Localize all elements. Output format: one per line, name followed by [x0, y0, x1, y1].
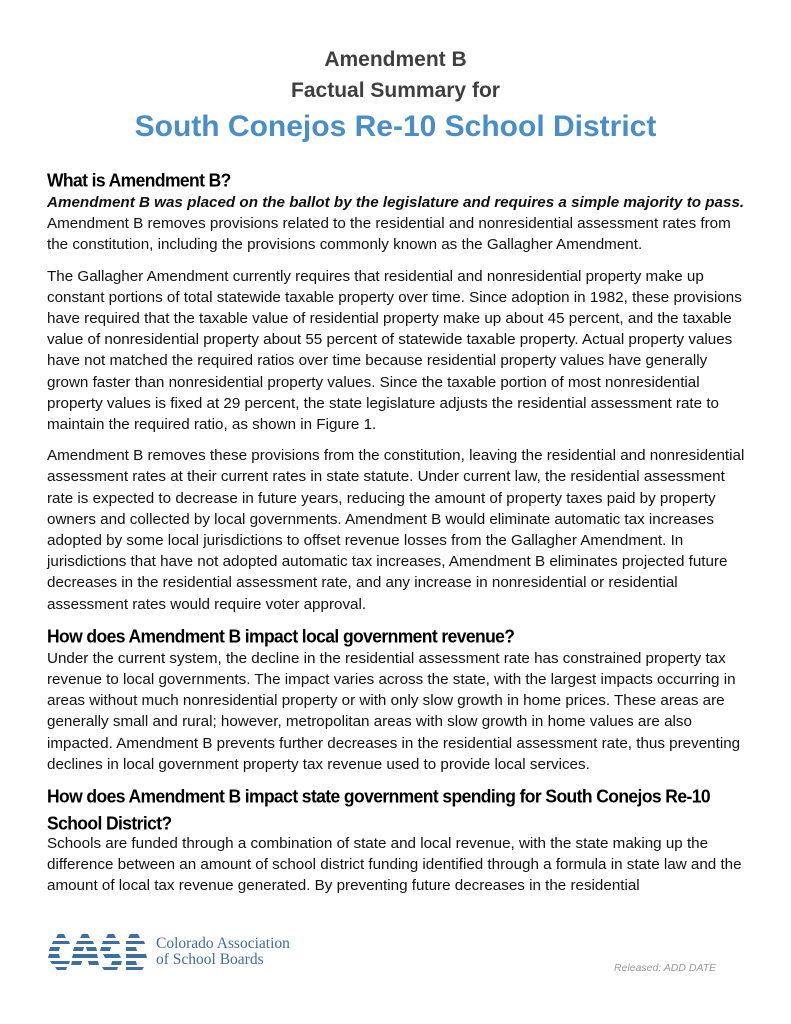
paragraph-intro — [47, 192, 747, 256]
district-title: South Conejos Re-10 School District — [134, 110, 657, 143]
paragraph-gallagher: The Gallagher Amendment currently requires that residential and nonresidential property make up constant portions of total statewide taxable property over time. Since adoption in 1982, these provisions have required that the taxable value of residential property make up about 45 percent, and the taxable value of nonresidential property about 55 percent of statewide taxable property. Actual property values have not matched the required ratios over time because residential property values have generally grown faster than nonresidential property values. Since the taxable portion of most nonresidential property values is fixed at 29 percent, the state legislature adjusts the residential assessment rate to maintain the required ratio, as shown in Figure 1. — [47, 267, 742, 434]
casb-logo-mark-icon — [46, 932, 150, 972]
released-date: Released: ADD DATE — [614, 962, 717, 974]
title-line-1: Amendment B — [324, 48, 467, 71]
section-heading-what-is: What is Amendment B? — [47, 169, 231, 191]
logo-text — [156, 936, 290, 968]
section-heading-state-spending: How does Amendment B impact state government spending for South Conejos Re-10 School District? — [47, 785, 710, 834]
paragraph-state-spending: Schools are funded through a combination of state and local revenue, with the state making up the difference between an amount of school district funding identified through a formula in state law and the amount of local tax revenue generated. By preventing future decreases in the residential — [47, 835, 742, 895]
paragraph-local-revenue: Under the current system, the decline in the residential assessment rate has constrained property tax revenue to local governments. The impact varies across the state, with the largest impacts occurring in areas without much nonresidential property or with only slow growth in home prices. These areas are generally small and rural; however, metropolitan areas with slow growth in home values are also impacted. Amendment B prevents further decreases in the residential assessment rate, thus preventing declines in local government property tax revenue used to provide local services. — [47, 649, 741, 773]
title-line-2: Factual Summary for — [291, 79, 500, 102]
paragraph-removal: Amendment B removes these provisions from the constitution, leaving the residential and nonresidential assessment rates at their current rates in state statute. Under current law, the residential assessment rate is expected to decrease in future years, reducing the amount of property taxes paid by property owners and collected by local governments. Amendment B would eliminate automatic tax increases adopted by some local jurisdictions to offset revenue losses from the Gallagher Amendment. In jurisdictions that have not adopted automatic tax increases, Amendment B eliminates projected future decreases in the residential assessment rate, and any increase in nonresidential or residential assessment rates would require voter approval. — [47, 447, 745, 613]
intro-rest: Amendment B removes provisions related to the residential and nonresidential assessment rates from the constitution, including the provisions commonly known as the Gallagher Amendment. — [47, 215, 731, 254]
content — [47, 167, 747, 897]
casb-logo — [46, 932, 296, 972]
logo-text-line-2: of School Boards — [156, 951, 264, 968]
logo-text-line-1: Colorado Association — [156, 935, 290, 952]
lead-sentence: Amendment B was placed on the ballot by the legislature and requires a simple majority to pass. — [47, 194, 745, 211]
section-heading-local-revenue: How does Amendment B impact local government revenue? — [47, 625, 515, 647]
title-block — [0, 44, 791, 146]
